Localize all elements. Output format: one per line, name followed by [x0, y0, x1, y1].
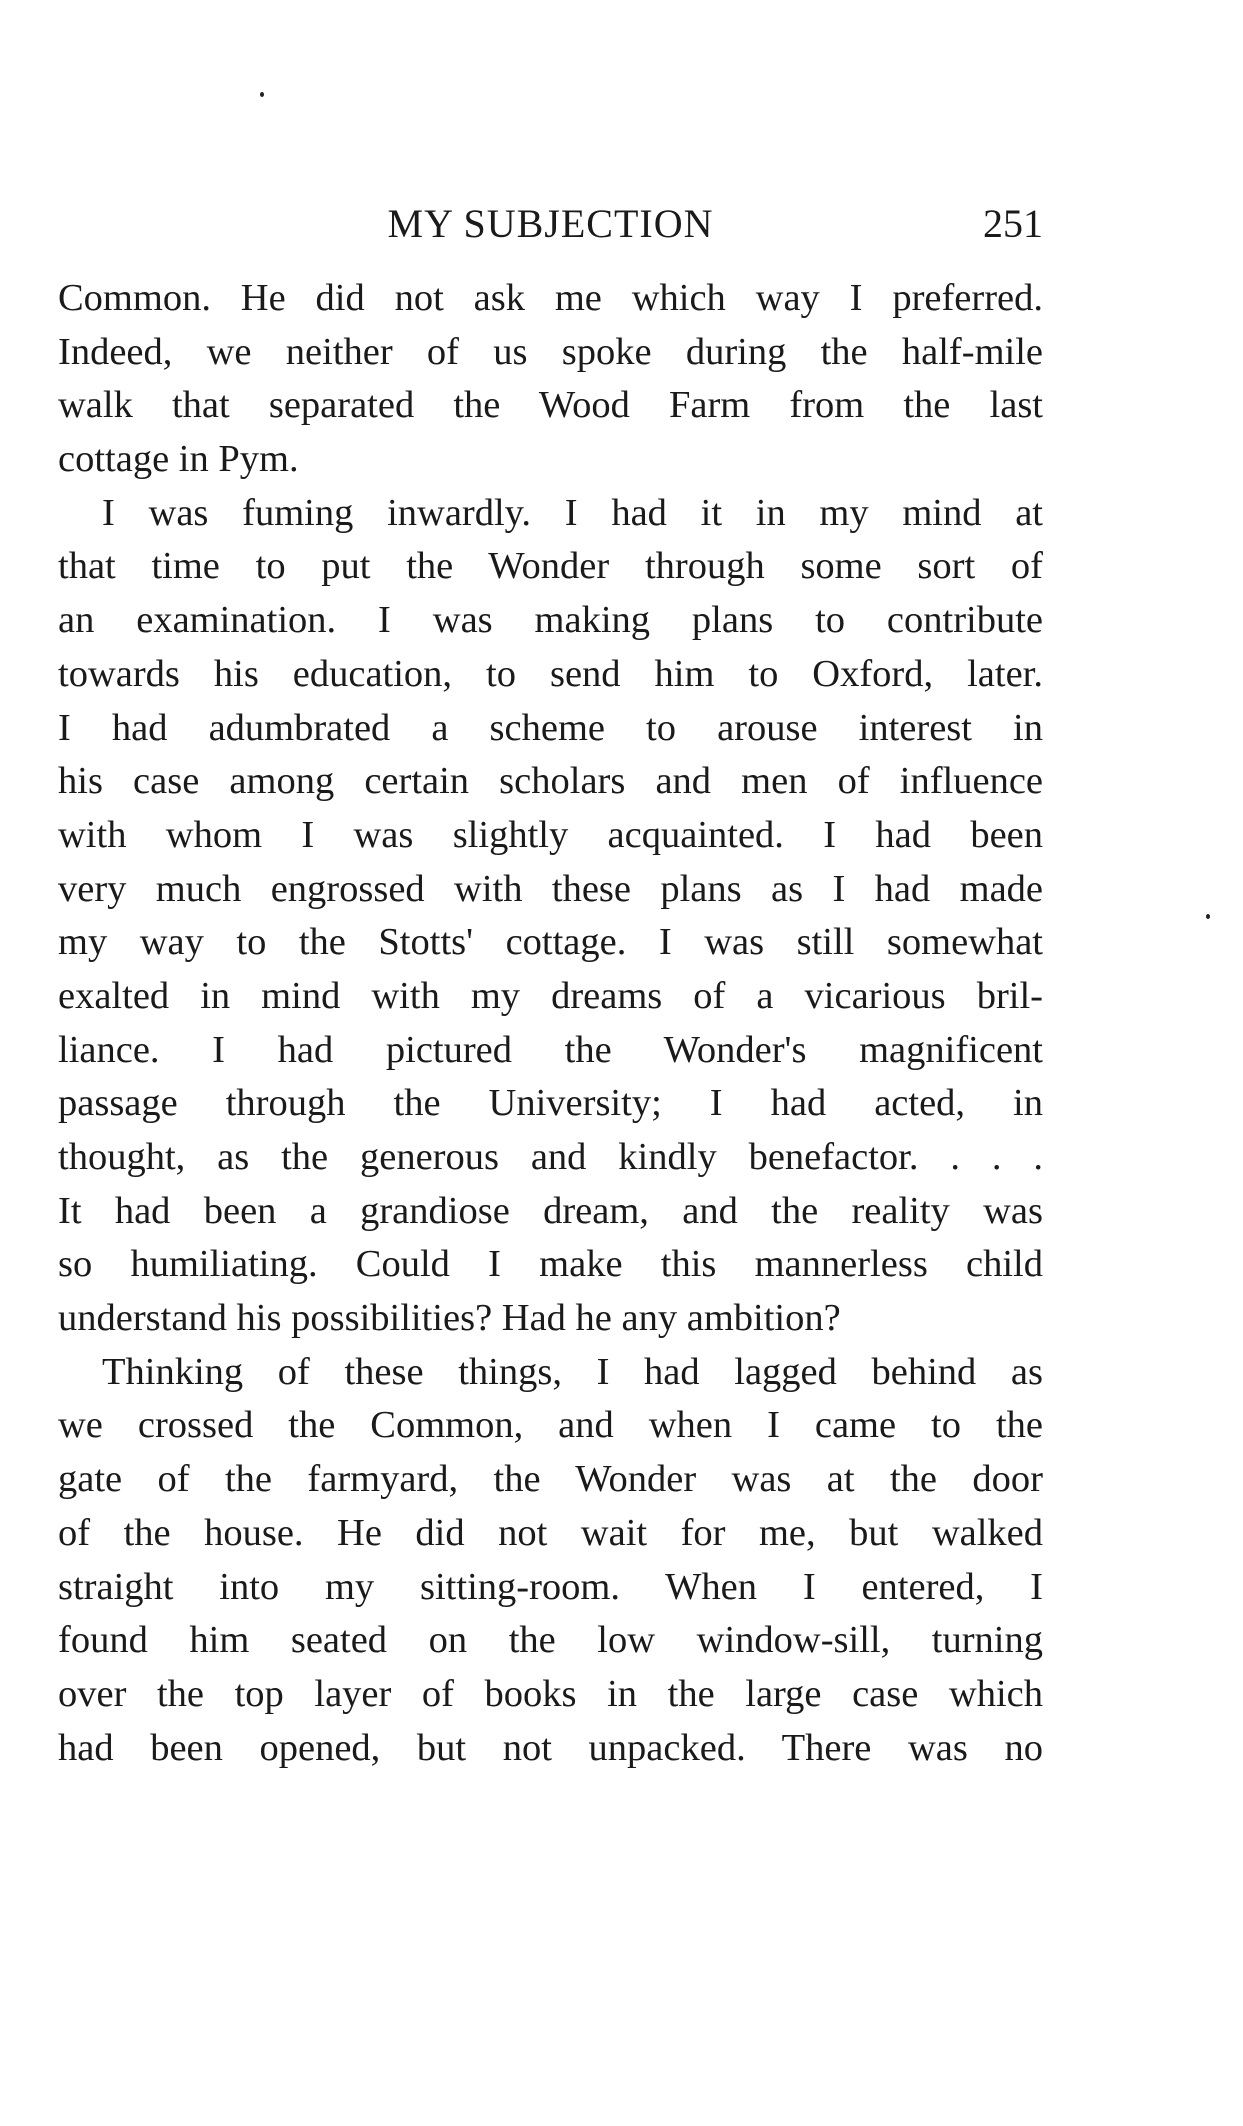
body-text — [58, 272, 1043, 1775]
text-line: so humiliating. Could I make this mannerless child — [58, 1243, 1043, 1286]
text-line: Common. He did not ask me which way I preferred. — [58, 277, 1043, 319]
text-line: thought, as the generous and kindly benefactor. . . . — [58, 1136, 1043, 1178]
text-line: gate of the farmyard, the Wonder was at the door — [58, 1458, 1043, 1501]
text-line: we crossed the Common, and when I came to the — [58, 1404, 1043, 1447]
text-line: his case among certain scholars and men of influence — [58, 760, 1043, 803]
text-line: had been opened, but not unpacked. There was no — [58, 1726, 1043, 1769]
text-line: walk that separated the Wood Farm from the last — [58, 384, 1043, 427]
text-line: very much engrossed with these plans as I had made — [58, 867, 1043, 910]
text-line: exalted in mind with my dreams of a vicarious bril- — [58, 974, 1043, 1017]
text-line: understand his possibilities? Had he any ambition? — [58, 1297, 841, 1340]
page-header — [58, 196, 1043, 252]
text-line: straight into my sitting-room. When I entered, I — [58, 1565, 1043, 1608]
text-line: passage through the University; I had acted, in — [58, 1082, 1043, 1125]
text-line: towards his education, to send him to Oxford, later. — [58, 652, 1043, 695]
text-line: found him seated on the low window-sill, turning — [58, 1619, 1043, 1662]
page-number: 251 — [983, 201, 1043, 246]
text-line: Thinking of these things, I had lagged behind as — [102, 1350, 1043, 1393]
text-line: my way to the Stotts' cottage. I was still somewhat — [58, 921, 1043, 964]
text-line: with whom I was slightly acquainted. I had been — [58, 813, 1043, 856]
text-line: an examination. I was making plans to contribute — [58, 599, 1043, 642]
text-line: cottage in Pym. — [58, 438, 299, 481]
text-line: that time to put the Wonder through some sort of — [58, 545, 1043, 588]
text-line: It had been a grandiose dream, and the reality was — [58, 1189, 1043, 1232]
text-line: liance. I had pictured the Wonder's magnificent — [58, 1028, 1043, 1071]
text-line: I had adumbrated a scheme to arouse interest in — [58, 706, 1043, 749]
text-line: Indeed, we neither of us spoke during the half-mile — [58, 330, 1043, 373]
running-head: MY SUBJECTION — [387, 201, 714, 246]
text-line: over the top layer of books in the large case which — [58, 1672, 1043, 1715]
text-line: of the house. He did not wait for me, but walked — [58, 1511, 1043, 1554]
print-speck — [1206, 914, 1210, 919]
print-speck — [260, 92, 264, 97]
text-line: I was fuming inwardly. I had it in my mind at — [102, 491, 1043, 534]
